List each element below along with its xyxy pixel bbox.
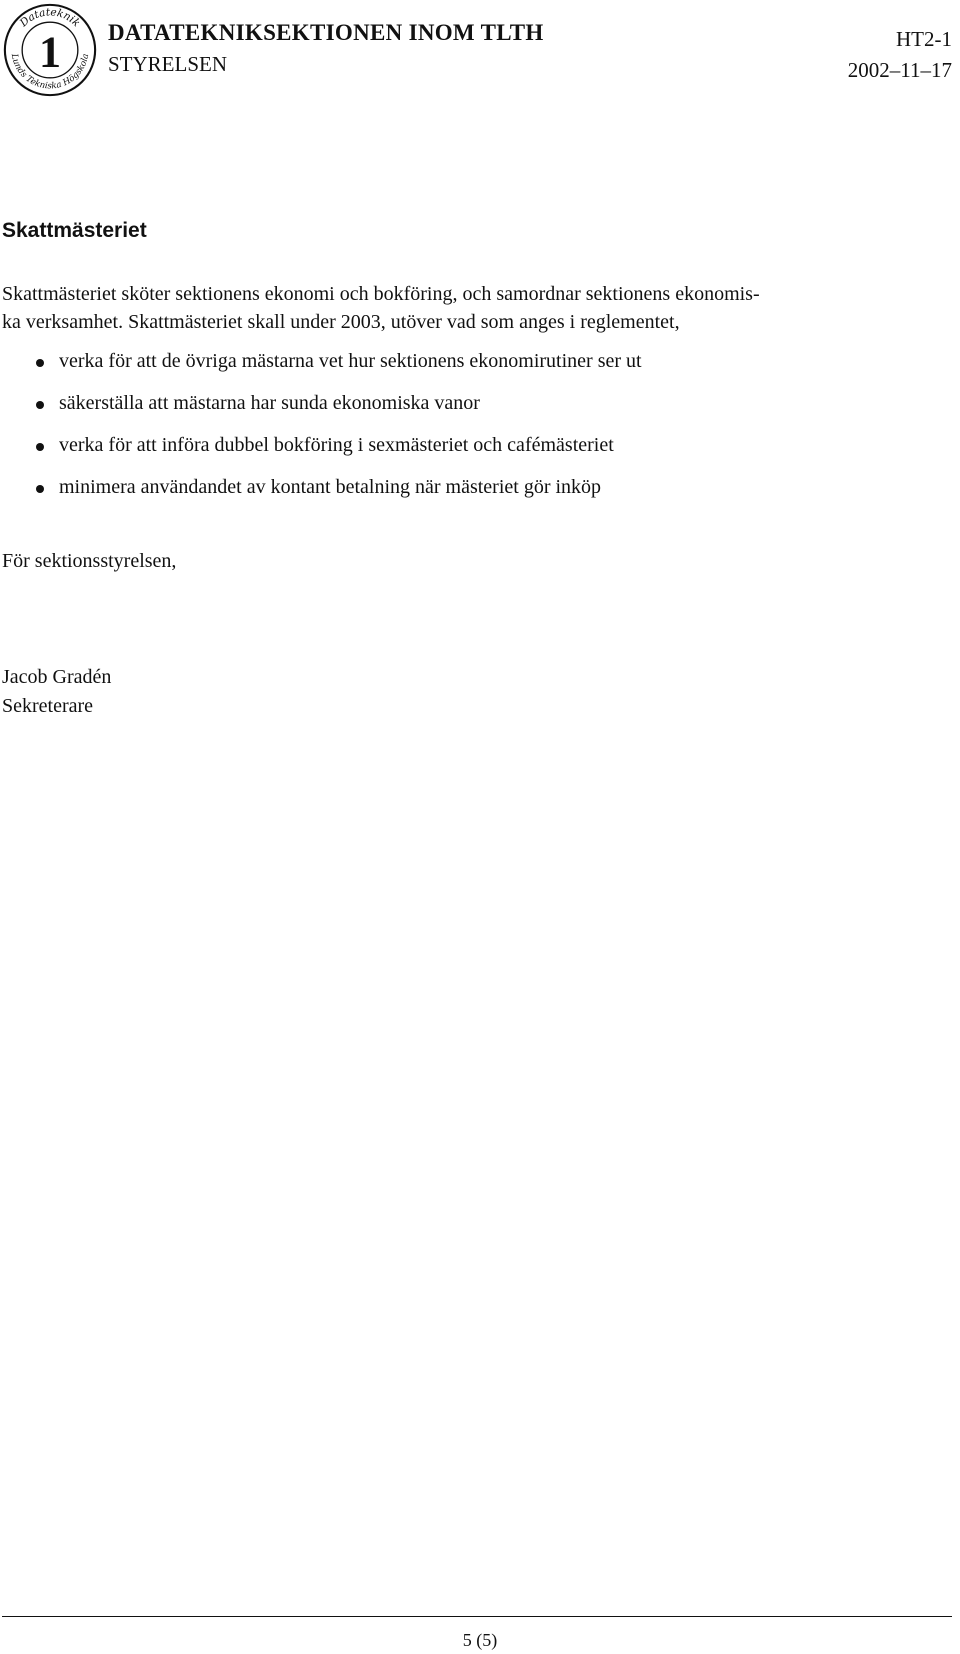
list-item: [0, 434, 950, 476]
list-item: [0, 350, 950, 392]
list-item-text: minimera användandet av kontant betalning när mästeriet gör inköp: [59, 476, 602, 498]
bullet-icon: [36, 443, 44, 451]
seal-text-top: Datateknik: [17, 6, 83, 30]
list-item-text: verka för att införa dubbel bokföring i sexmästeriet och cafémästeriet: [59, 434, 614, 456]
bullet-icon: [36, 359, 44, 367]
signature-role: Sekreterare: [2, 695, 94, 717]
board-name: STYRELSEN: [108, 52, 228, 76]
seal-numeral: 1: [38, 27, 62, 77]
list-item-text: verka för att de övriga mästarna vet hur sektionens ekonomirutiner ser ut: [59, 350, 642, 372]
page-number: 5 (5): [462, 1630, 498, 1650]
document-id: HT2-1: [896, 27, 952, 51]
intro-paragraph: [2, 280, 948, 336]
task-list: [0, 350, 950, 518]
document-date: 2002–11–17: [847, 58, 952, 82]
bullet-icon: [36, 485, 44, 493]
list-item: [0, 476, 950, 518]
organization-title: DATATEKNIKSEKTIONEN INOM TLTH: [108, 20, 544, 45]
section-heading: Skattmästeriet: [2, 219, 147, 242]
bullet-icon: [36, 401, 44, 409]
intro-line: Skattmästeriet sköter sektionens ekonomi och bokföring, och samordnar sektionens ekonomis-: [2, 283, 760, 305]
seal-text-bottom: Lunds Tekniska Högskola: [8, 52, 92, 92]
intro-line: ka verksamhet. Skattmästeriet skall under 2003, utöver vad som anges i reglementet,: [2, 311, 680, 333]
list-item: [0, 392, 950, 434]
closing-line: För sektionsstyrelsen,: [2, 550, 177, 572]
signature-name: Jacob Gradén: [2, 666, 112, 688]
datateknik-seal-logo: [2, 2, 98, 98]
list-item-text: säkerställa att mästarna har sunda ekonomiska vanor: [59, 392, 480, 414]
footer-divider: [2, 1616, 952, 1617]
